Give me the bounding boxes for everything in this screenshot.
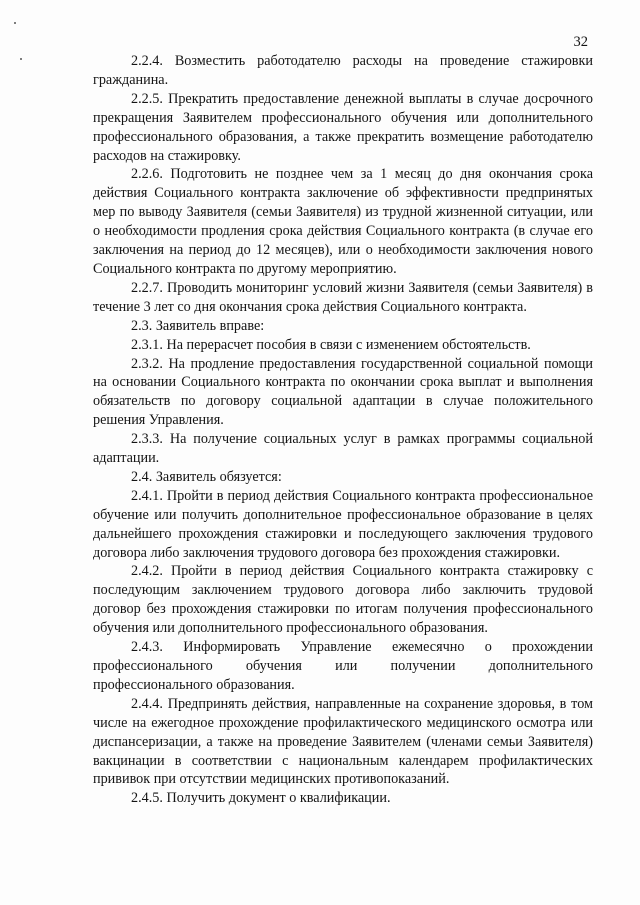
clause-2-2-5: 2.2.5. Прекратить предоставление денежной выплаты в случае досрочного прекращения Заявителем профессионального обучения или дополнительного профессионального образования, а также прекратить возмещение работодателю расходов на стажировку. [93,90,593,164]
clause-2-4-4: 2.4.4. Предпринять действия, направленные на сохранение здоровья, в том числе на ежегодное прохождение профилактического медицинского осмотра или диспансеризации, а также на проведение Заявителем (членами семьи Заявителя) вакцинации в соответствии с национальным календарем профилактических прививок при отсутствии медицинских противопоказаний. [93,695,593,788]
clause-2-3-3: 2.3.3. На получение социальных услуг в рамках программы социальной адаптации. [93,431,593,467]
scan-speck [20,58,22,60]
clause-2-4-1: 2.4.1. Пройти в период действия Социального контракта профессиональное обучение или получить дополнительное профессиональное образование в целях дальнейшего прохождения стажировки и последующего заключения трудового договора либо заключения трудового договора без прохождения стажировки. [93,487,593,561]
page-number: 32 [573,34,588,50]
clause-2-4-3: 2.4.3. Информировать Управление ежемесячно о прохождении профессионального обучения или получении дополнительного профессионального образования. [93,639,593,693]
clause-2-4-2: 2.4.2. Пройти в период действия Социального контракта стажировку с последующим заключением трудового договора либо заключить трудовой договор без прохождения стажировки по итогам получения профессионального обучения или дополнительного профессионального образования. [93,563,593,637]
clause-2-2-4: 2.2.4. Возместить работодателю расходы на проведение стажировки гражданина. [93,53,593,88]
clause-2-4-5: 2.4.5. Получить документ о квалификации. [131,790,391,807]
clause-2-3-1: 2.3.1. На перерасчет пособия в связи с изменением обстоятельств. [131,336,531,353]
clause-2-3-2: 2.3.2. На продление предоставления государственной социальной помощи на основании Социального контракта по окончании срока выплат и выполнения обязательств по договору социальной адаптации в случае положительного решения Управления. [93,355,593,429]
clause-2-2-7: 2.2.7. Проводить мониторинг условий жизни Заявителя (семьи Заявителя) в течение 3 лет со дня окончания срока действия Социального контракта. [93,279,593,315]
section-2-3-heading: 2.3. Заявитель вправе: [131,317,265,334]
scan-speck [14,22,16,24]
clause-2-2-6: 2.2.6. Подготовить не позднее чем за 1 месяц до дня окончания срока действия Социального контракта заключение об эффективности предпринятых мер по выводу Заявителя (семьи Заявителя) из трудной жизненной ситуации, или о необходимости продления срока действия Социального контракта (в случае его заключения на период до 12 месяцев), или о необходимости заключения нового Социального контракта по другому мероприятию. [93,166,593,277]
section-2-4-heading: 2.4. Заявитель обязуется: [131,468,282,485]
document-body [93,52,593,808]
